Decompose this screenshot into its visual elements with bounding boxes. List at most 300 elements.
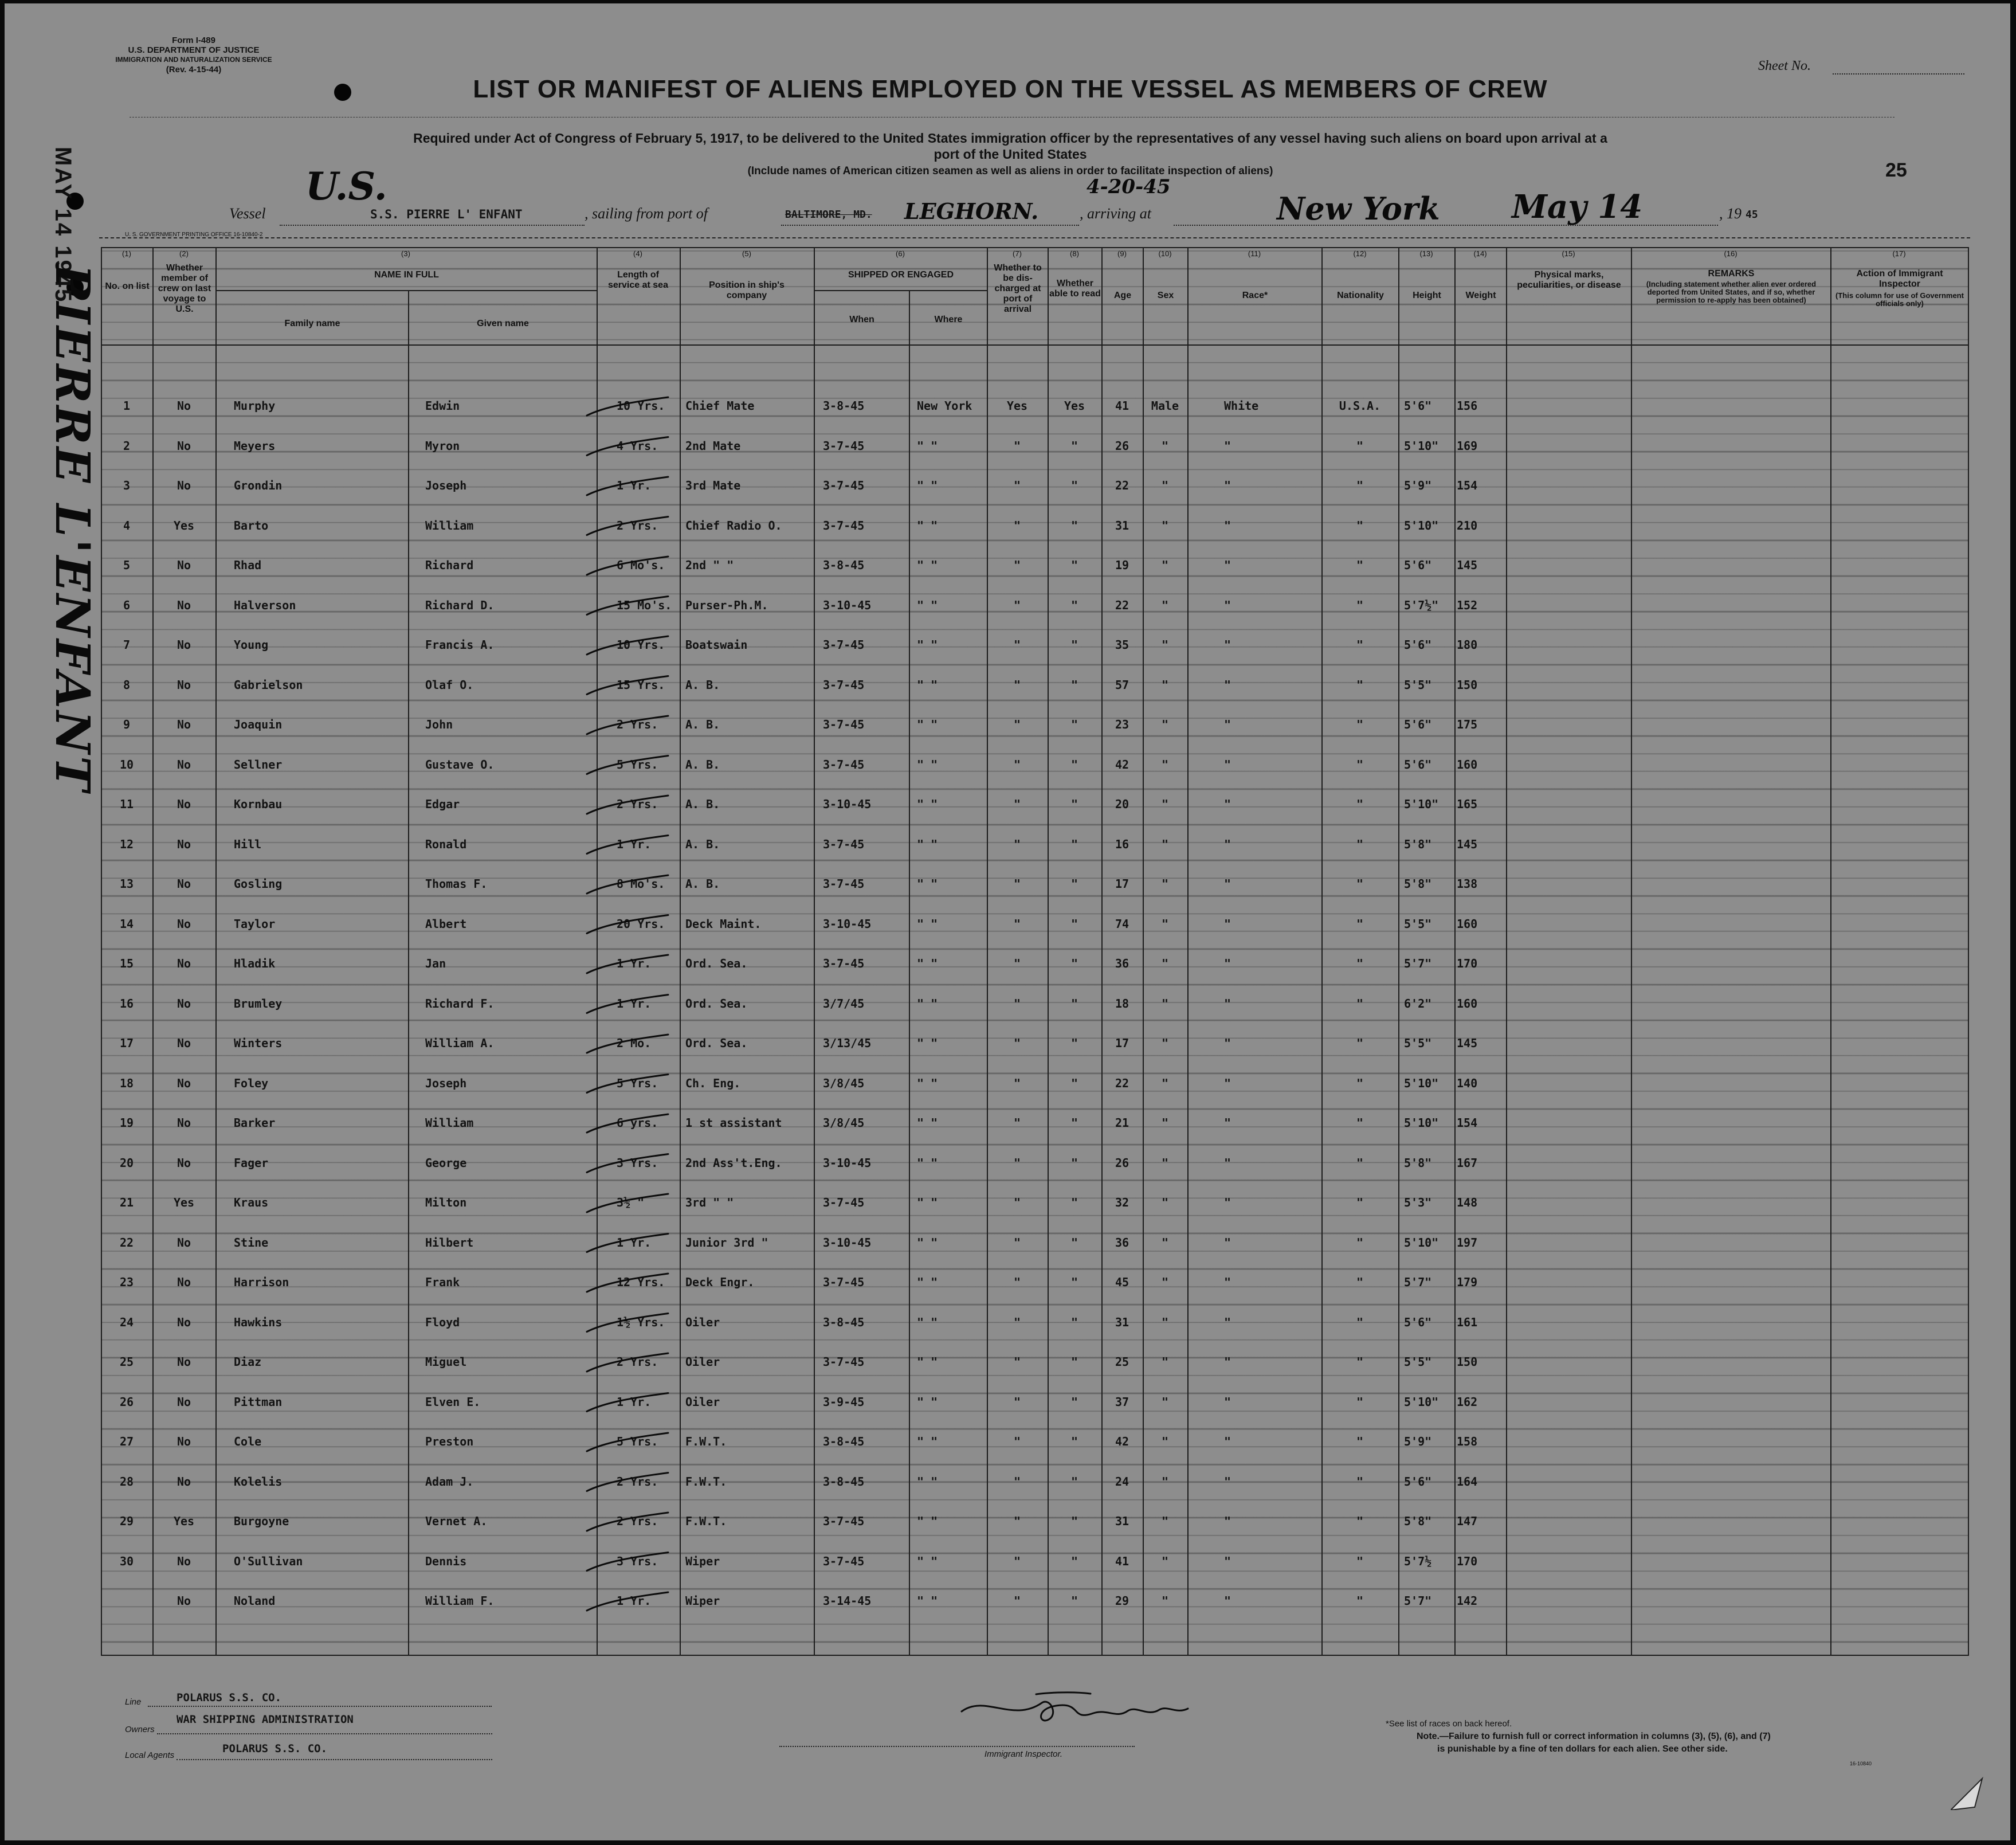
sex-cell: " <box>1161 877 1169 891</box>
family-name-cell: Stine <box>234 1235 269 1249</box>
height-cell: 6'2" <box>1404 996 1432 1010</box>
shipped-when-cell: 3-7-45 <box>823 1275 865 1289</box>
col-num-10: (10) <box>1158 249 1172 258</box>
weight-cell: 167 <box>1457 1155 1478 1170</box>
given-name-cell: Francis A. <box>425 638 495 652</box>
nationality-cell: " <box>1356 957 1364 970</box>
sex-cell: " <box>1161 1394 1169 1409</box>
sex-cell: " <box>1161 797 1169 811</box>
col-head-height: Height <box>1413 291 1441 300</box>
shipped-when-cell: 3/8/45 <box>823 1076 865 1090</box>
age-cell: 17 <box>1115 1036 1129 1050</box>
last-voyage-cell: No <box>177 438 191 453</box>
nationality-cell: " <box>1356 837 1364 851</box>
sex-cell: " <box>1161 438 1169 453</box>
age-cell: 22 <box>1115 479 1129 492</box>
height-cell: 5'10" <box>1404 1235 1439 1249</box>
able-to-read-cell: " <box>1070 757 1078 771</box>
able-to-read-cell: " <box>1070 1116 1078 1130</box>
shipped-when-cell: 3-10-45 <box>823 1235 872 1249</box>
race-cell: " <box>1224 1514 1231 1528</box>
col-head-inspector-action: Action of Immigrant Inspector <box>1856 269 1943 289</box>
col-head-age: Age <box>1113 291 1132 300</box>
col-num-14: (14) <box>1473 249 1487 258</box>
service-check-mark <box>587 796 668 814</box>
form-id-block <box>115 36 272 75</box>
race-cell: " <box>1224 916 1231 931</box>
inspector-signature <box>950 1686 1214 1737</box>
shipped-when-cell: 3-10-45 <box>823 797 872 811</box>
race-cell: " <box>1224 837 1231 851</box>
service-check-mark <box>587 1433 668 1451</box>
form-number: Form I-489 <box>172 36 215 45</box>
required-line-1: Required under Act of Congress of February 5, 1917, to be delivered to the United States immigration officer by the representatives of any vessel having such aliens on board upon arrival at a <box>413 131 1607 146</box>
race-cell: " <box>1224 677 1231 692</box>
col-head-physical-marks: Physical marks, peculiarities, or disease <box>1517 270 1621 290</box>
shipped-where-cell: " " <box>917 677 938 692</box>
list-number-cell: 6 <box>123 598 131 612</box>
sex-cell: " <box>1161 996 1169 1010</box>
able-to-read-cell: " <box>1070 837 1078 851</box>
able-to-read-cell: " <box>1070 1196 1078 1209</box>
last-voyage-cell: No <box>177 1394 191 1409</box>
sailing-port-typed: BALTIMORE, MD. <box>785 209 872 221</box>
weight-cell: 156 <box>1457 399 1478 413</box>
weight-cell: 179 <box>1457 1275 1478 1289</box>
sex-cell: " <box>1161 1196 1169 1209</box>
age-cell: 35 <box>1115 638 1129 652</box>
shipped-when-cell: 3-7-45 <box>823 518 865 532</box>
family-name-cell: Grondin <box>234 479 283 492</box>
discharged-cell: " <box>1013 638 1021 652</box>
race-cell: " <box>1224 1196 1231 1209</box>
height-cell: 5'6" <box>1404 558 1432 572</box>
punch-hole <box>334 84 351 101</box>
able-to-read-cell: " <box>1070 677 1078 692</box>
nationality-cell: " <box>1356 1355 1364 1369</box>
shipped-where-cell: " " <box>917 1076 938 1090</box>
position-cell: 3rd Mate <box>685 479 741 492</box>
sex-cell: " <box>1161 1036 1169 1050</box>
family-name-cell: Hill <box>234 837 262 851</box>
nationality-cell: " <box>1356 1036 1364 1050</box>
service-length-cell: 1 Yr. <box>617 479 652 492</box>
sex-cell: " <box>1161 837 1169 851</box>
col-num-4: (4) <box>633 249 642 258</box>
shipped-when-cell: 3-7-45 <box>823 757 865 771</box>
service-check-mark <box>587 397 668 416</box>
last-voyage-cell: No <box>177 1235 191 1249</box>
nationality-cell: " <box>1356 1474 1364 1488</box>
position-cell: A. B. <box>685 837 720 851</box>
age-cell: 16 <box>1115 837 1129 851</box>
age-cell: 20 <box>1115 797 1129 811</box>
age-cell: 21 <box>1115 1116 1129 1130</box>
age-cell: 22 <box>1115 598 1129 612</box>
service-check-mark <box>587 1314 668 1332</box>
position-cell: A. B. <box>685 797 720 811</box>
department-name: U.S. DEPARTMENT OF JUSTICE <box>128 45 260 55</box>
able-to-read-cell: " <box>1070 718 1078 731</box>
header-rule <box>99 237 1970 238</box>
position-cell: Oiler <box>685 1355 720 1369</box>
given-name-cell: Milton <box>425 1196 467 1209</box>
last-voyage-cell: Yes <box>173 1196 195 1209</box>
shipped-when-cell: 3-8-45 <box>823 1474 865 1488</box>
list-number-cell: 12 <box>119 837 134 851</box>
list-number-cell: 5 <box>123 558 131 572</box>
age-cell: 36 <box>1115 1235 1129 1249</box>
sex-cell: " <box>1161 1315 1169 1329</box>
discharged-cell: " <box>1013 1116 1021 1130</box>
sex-cell: " <box>1161 638 1169 652</box>
service-length-cell: 3 Yrs. <box>617 1554 658 1568</box>
list-number-cell: 22 <box>119 1235 134 1249</box>
age-cell: 74 <box>1115 916 1129 931</box>
family-name-cell: Joaquin <box>234 718 283 731</box>
nationality-cell: " <box>1356 877 1364 891</box>
family-name-cell: Halverson <box>234 598 296 612</box>
family-name-cell: Cole <box>234 1435 262 1448</box>
list-number-cell: 20 <box>119 1155 134 1170</box>
age-cell: 41 <box>1115 1554 1129 1568</box>
last-voyage-cell: No <box>177 399 191 413</box>
family-name-cell: Fager <box>234 1155 269 1170</box>
last-voyage-cell: No <box>177 677 191 692</box>
col-head-position: Position in ship's company <box>709 280 785 300</box>
given-name-cell: Thomas F. <box>425 877 488 891</box>
col-head-family-name: Family name <box>284 319 340 328</box>
discharged-cell: " <box>1013 837 1021 851</box>
shipped-where-cell: " " <box>917 1554 938 1568</box>
height-cell: 5'6" <box>1404 718 1432 731</box>
shipped-where-cell: New York <box>917 399 972 413</box>
required-line-2: port of the United States <box>934 147 1087 162</box>
col-num-13: (13) <box>1419 249 1433 258</box>
height-cell: 5'3" <box>1404 1196 1432 1209</box>
discharged-cell: " <box>1013 957 1021 970</box>
sex-cell: " <box>1161 1474 1169 1488</box>
service-check-mark <box>587 1035 668 1053</box>
sex-cell: " <box>1161 1554 1169 1568</box>
service-length-cell: 20 Yrs. <box>617 916 665 931</box>
shipped-when-cell: 3-7-45 <box>823 957 865 970</box>
service-check-mark <box>587 1473 668 1491</box>
discharged-cell: " <box>1013 757 1021 771</box>
position-cell: Wiper <box>685 1594 720 1608</box>
col-head-name-in-full: NAME IN FULL <box>374 270 439 280</box>
weight-cell: 162 <box>1457 1394 1478 1409</box>
height-cell: 5'10" <box>1404 518 1439 532</box>
service-check-mark <box>587 1234 668 1252</box>
col-head-no-on-list: No. on list <box>105 281 150 291</box>
penalty-note-2: is punishable by a fine of ten dollars for each alien. See other side. <box>1437 1744 1728 1754</box>
arriving-label: , arriving at <box>1080 205 1151 222</box>
service-length-cell: 3 Yrs. <box>617 1155 658 1170</box>
discharged-cell: " <box>1013 718 1021 731</box>
sailing-port-hand: LEGHORN. <box>904 198 1039 224</box>
height-cell: 5'9" <box>1404 1435 1432 1448</box>
age-cell: 32 <box>1115 1196 1129 1209</box>
age-cell: 17 <box>1115 877 1129 891</box>
given-name-cell: Adam J. <box>425 1474 474 1488</box>
list-number-cell: 15 <box>119 957 134 970</box>
penalty-note-1: Note.—Failure to furnish full or correct information in columns (3), (5), (6), and (7) <box>1417 1732 1771 1741</box>
weight-cell: 154 <box>1457 479 1478 492</box>
race-cell: " <box>1224 797 1231 811</box>
list-number-cell: 27 <box>119 1435 134 1448</box>
age-cell: 42 <box>1115 757 1129 771</box>
last-voyage-cell: No <box>177 479 191 492</box>
service-length-cell: 1 Yr. <box>617 1235 652 1249</box>
height-cell: 5'6" <box>1404 1474 1432 1488</box>
col-num-5: (5) <box>742 249 751 258</box>
age-cell: 41 <box>1115 399 1129 413</box>
page-title: LIST OR MANIFEST OF ALIENS EMPLOYED ON THE VESSEL AS MEMBERS OF CREW <box>473 75 1548 103</box>
given-name-cell: Hilbert <box>425 1235 474 1249</box>
sex-cell: " <box>1161 479 1169 492</box>
race-cell: " <box>1224 877 1231 891</box>
shipped-where-cell: " " <box>917 797 938 811</box>
col-num-12: (12) <box>1353 249 1367 258</box>
owners-value: WAR SHIPPING ADMINISTRATION <box>177 1713 354 1726</box>
nationality-cell: " <box>1356 677 1364 692</box>
position-cell: A. B. <box>685 877 720 891</box>
col-num-11: (11) <box>1248 249 1261 258</box>
able-to-read-cell: " <box>1070 438 1078 453</box>
service-length-cell: 2 Yrs. <box>617 1355 658 1369</box>
race-cell: " <box>1224 996 1231 1010</box>
shipped-when-cell: 3-10-45 <box>823 1155 872 1170</box>
discharged-cell: " <box>1013 1235 1021 1249</box>
discharged-cell: " <box>1013 1554 1021 1568</box>
sex-cell: " <box>1161 1116 1169 1130</box>
position-cell: F.W.T. <box>685 1435 727 1448</box>
age-cell: 45 <box>1115 1275 1129 1289</box>
last-voyage-cell: No <box>177 1116 191 1130</box>
able-to-read-cell: " <box>1070 797 1078 811</box>
weight-cell: 165 <box>1457 797 1478 811</box>
local-agents-underline <box>177 1759 492 1760</box>
col-head-remarks: REMARKS <box>1708 269 1755 279</box>
sex-cell: " <box>1161 1235 1169 1249</box>
position-cell: 2nd Ass't.Eng. <box>685 1155 782 1170</box>
sailing-underline <box>781 225 1079 226</box>
height-cell: 5'10" <box>1404 1394 1439 1409</box>
nationality-cell: " <box>1356 1514 1364 1528</box>
given-name-cell: Edgar <box>425 797 460 811</box>
given-name-cell: Joseph <box>425 479 467 492</box>
family-name-cell: Hladik <box>234 957 276 970</box>
service-check-mark <box>587 1274 668 1292</box>
family-name-cell: Rhad <box>234 558 262 572</box>
weight-cell: 210 <box>1457 518 1478 532</box>
weight-cell: 170 <box>1457 1554 1478 1568</box>
service-check-mark <box>587 955 668 973</box>
sex-cell: " <box>1161 1435 1169 1448</box>
race-cell: " <box>1224 1076 1231 1090</box>
race-cell: " <box>1224 438 1231 453</box>
weight-cell: 180 <box>1457 638 1478 652</box>
family-name-cell: Pittman <box>234 1394 283 1409</box>
crew-table <box>101 247 1969 1656</box>
service-length-cell: 5 Yrs. <box>617 1076 658 1090</box>
shipped-where-cell: " " <box>917 558 938 572</box>
service-length-cell: 5 Yrs. <box>617 1435 658 1448</box>
given-name-cell: William <box>425 1116 474 1130</box>
service-check-mark <box>587 836 668 854</box>
last-voyage-cell: No <box>177 1474 191 1488</box>
service-check-mark <box>587 1592 668 1611</box>
discharged-cell: " <box>1013 1394 1021 1409</box>
age-cell: 26 <box>1115 1155 1129 1170</box>
shipped-when-cell: 3-8-45 <box>823 1435 865 1448</box>
service-check-mark <box>587 477 668 495</box>
discharged-cell: " <box>1013 1594 1021 1608</box>
last-voyage-cell: No <box>177 957 191 970</box>
arriving-port-hand: New York <box>1277 190 1440 227</box>
col-head-discharged: Whether to be dis-charged at port of arrival <box>994 263 1042 314</box>
given-name-cell: William <box>425 518 474 532</box>
discharged-cell: " <box>1013 1196 1021 1209</box>
vessel-label: Vessel <box>229 205 266 222</box>
service-length-cell: 15 Mo's. <box>617 598 672 612</box>
height-cell: 5'6" <box>1404 638 1432 652</box>
sailing-date-hand: 4-20-45 <box>1087 175 1171 198</box>
col-head-nationality: Nationality <box>1337 291 1384 300</box>
shipped-where-cell: " " <box>917 1435 938 1448</box>
shipped-where-cell: " " <box>917 837 938 851</box>
col-head-shipped-when: When <box>849 315 874 324</box>
sex-cell: " <box>1161 718 1169 731</box>
last-voyage-cell: Yes <box>173 518 195 532</box>
weight-cell: 175 <box>1457 718 1478 731</box>
able-to-read-cell: " <box>1070 1036 1078 1050</box>
service-length-cell: 2 Yrs. <box>617 1514 658 1528</box>
service-length-cell: 8 Mo's. <box>617 877 665 891</box>
able-to-read-cell: " <box>1070 1076 1078 1090</box>
shipped-when-cell: 3/7/45 <box>823 996 865 1010</box>
weight-cell: 152 <box>1457 598 1478 612</box>
given-name-cell: Jan <box>425 957 446 970</box>
race-note: *See list of races on back hereof. <box>1386 1719 1512 1729</box>
nationality-cell: " <box>1356 1235 1364 1249</box>
shipped-when-cell: 3-10-45 <box>823 598 872 612</box>
age-cell: 31 <box>1115 1315 1129 1329</box>
last-voyage-cell: No <box>177 1155 191 1170</box>
list-number-cell: 23 <box>119 1275 134 1289</box>
height-cell: 5'7½" <box>1404 598 1439 612</box>
height-cell: 5'10" <box>1404 797 1439 811</box>
height-cell: 5'8" <box>1404 837 1432 851</box>
height-cell: 5'6" <box>1404 1315 1432 1329</box>
nationality-cell: " <box>1356 1394 1364 1409</box>
nationality-cell: " <box>1356 1275 1364 1289</box>
service-check-mark <box>587 995 668 1013</box>
family-name-cell: Diaz <box>234 1355 262 1369</box>
family-name-cell: Kolelis <box>234 1474 283 1488</box>
col-head-given-name: Given name <box>477 319 529 328</box>
shipped-when-cell: 3-7-45 <box>823 638 865 652</box>
service-name: IMMIGRATION AND NATURALIZATION SERVICE <box>115 56 272 64</box>
list-number-cell: 30 <box>119 1554 134 1568</box>
service-length-cell: 10 Yrs. <box>617 638 665 652</box>
position-cell: Deck Engr. <box>685 1275 755 1289</box>
race-cell: " <box>1224 1275 1231 1289</box>
list-number-cell: 16 <box>119 996 134 1010</box>
shipped-when-cell: 3/13/45 <box>823 1036 872 1050</box>
family-name-cell: Gabrielson <box>234 677 303 692</box>
weight-cell: 170 <box>1457 957 1478 970</box>
sex-cell: " <box>1161 757 1169 771</box>
family-name-cell: Hawkins <box>234 1315 283 1329</box>
position-cell: Deck Maint. <box>685 916 762 931</box>
service-length-cell: 1½ Yrs. <box>617 1315 665 1329</box>
discharged-cell: " <box>1013 518 1021 532</box>
height-cell: 5'10" <box>1404 1116 1439 1130</box>
family-name-cell: Barto <box>234 518 269 532</box>
nationality-cell: " <box>1356 558 1364 572</box>
discharged-cell: " <box>1013 1315 1021 1329</box>
year-prefix: , 19 <box>1719 205 1742 222</box>
able-to-read-cell: " <box>1070 1315 1078 1329</box>
col-head-race: Race* <box>1242 291 1268 300</box>
discharged-cell: " <box>1013 797 1021 811</box>
able-to-read-cell: " <box>1070 1235 1078 1249</box>
shipped-where-cell: " " <box>917 1594 938 1608</box>
col-num-7: (7) <box>1013 249 1022 258</box>
shipped-when-cell: 3-7-45 <box>823 479 865 492</box>
race-cell: " <box>1224 638 1231 652</box>
race-cell: " <box>1224 518 1231 532</box>
col-head-length-of-service: Length of service at sea <box>608 270 668 290</box>
last-voyage-cell: No <box>177 877 191 891</box>
col-head-weight: Weight <box>1465 291 1496 300</box>
family-name-cell: Brumley <box>234 996 283 1010</box>
race-cell: " <box>1224 558 1231 572</box>
service-length-cell: 4 Yrs. <box>617 438 658 453</box>
age-cell: 31 <box>1115 518 1129 532</box>
given-name-cell: Gustave O. <box>425 757 495 771</box>
race-cell: " <box>1224 1594 1231 1608</box>
able-to-read-cell: " <box>1070 916 1078 931</box>
weight-cell: 169 <box>1457 438 1478 453</box>
discharged-cell: Yes <box>1006 399 1028 413</box>
service-length-cell: 5 Yrs. <box>617 757 658 771</box>
given-name-cell: Elven E. <box>425 1394 481 1409</box>
list-number-cell: 1 <box>123 399 131 413</box>
weight-cell: 147 <box>1457 1514 1478 1528</box>
height-cell: 5'8" <box>1404 1514 1432 1528</box>
able-to-read-cell: " <box>1070 877 1078 891</box>
age-cell: 24 <box>1115 1474 1129 1488</box>
service-check-mark <box>587 756 668 774</box>
nationality-cell: " <box>1356 916 1364 931</box>
service-length-cell: 2 Mo. <box>617 1036 652 1050</box>
height-cell: 5'6" <box>1404 399 1432 413</box>
shipped-where-cell: " " <box>917 598 938 612</box>
height-cell: 5'8" <box>1404 1155 1432 1170</box>
discharged-cell: " <box>1013 1355 1021 1369</box>
family-name-cell: Burgoyne <box>234 1514 289 1528</box>
discharged-cell: " <box>1013 1076 1021 1090</box>
inspector-label: Immigrant Inspector. <box>984 1749 1063 1759</box>
service-length-cell: 1 Yr. <box>617 837 652 851</box>
race-cell: " <box>1224 479 1231 492</box>
height-cell: 5'9" <box>1404 479 1432 492</box>
shipped-when-cell: 3-7-45 <box>823 718 865 731</box>
nationality-cell: " <box>1356 718 1364 731</box>
